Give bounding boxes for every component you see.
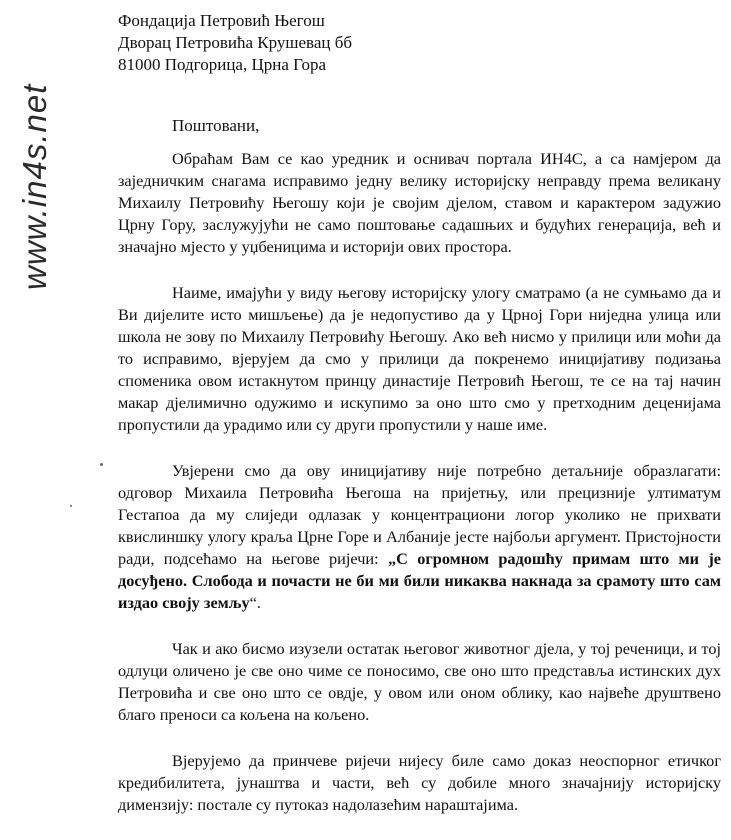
paragraph-3-end: “. <box>249 593 261 612</box>
address-line-3: 81000 Подгорица, Црна Гора <box>118 55 327 74</box>
paragraph-4: Чак и ако бисмо изузели остатак његовог животног дјела, у тој реченици, и тој одлуци оличено је све оно чиме се поносимо, све оно што представља истинских дух Петровића и све оно што се овдје, у овом или оном облику, као највеће друштвено благо преноси са кољена на кољено. <box>118 639 721 724</box>
paragraph-3-quote: „С огромном радошћу примам што ми је досуђено. Слобода и почасти не би ми били никаква накнада за срамоту што сам издао своју земљу <box>118 549 721 612</box>
recipient-address <box>118 10 352 76</box>
letter-body <box>118 148 721 840</box>
paragraph-3-text: Увјерени смо да ову иницијативу није потребно детаљније образлагати: одговор Михаила Петровића Његоша на пријетњу, или прецизније ултиматум Гестапоа да му слиједи одлазак у концентрациони логор уколико не прихвати квислиншку улогу краља Црне Горе и Албаније јесте најбољи аргумент. Пристојности ради, подсећамо на његове ријечи: <box>118 461 721 568</box>
address-line-2: Дворац Петровића Крушевац бб <box>118 33 353 52</box>
scan-speck <box>100 463 103 466</box>
paragraph-1: Обраћам Вам се као уредник и оснивач портала ИН4С, а са намјером да заједничким снагама исправимо једну велику историјску неправду према великану Михаилу Петровићу Његошу који је својим дјелом, ставом и карактером задужио Црну Гору, заслужујући не само поштовање садашњих и будућих генерација, већ и значајно мјесто у уџбеницима и историји ових простора. <box>118 149 721 256</box>
watermark: www.in4s.net <box>16 83 53 290</box>
address-line-1: Фондација Петровић Његош <box>118 11 325 30</box>
paragraph-2: Наиме, имајући у виду његову историјску улогу сматрамо (а не сумњамо да и Ви дијелите исто мишљење) да је недопустиво да у Црној Гори ниједна улица или школа не зову по Михаилу Петровићу Његошу. Ако већ нисмо у прилици или моћи да то исправимо, вјерујем да смо у прилици да покренемо иницијативу подизања споменика овом истакнутом принцу династије Петровић Његош, те се на тај начин макар дјелимично одужимо и искупимо за оно што смо у претходним деценијама пропустили да урадимо или су други пропустили у наше име. <box>118 283 721 434</box>
paragraph-5: Вјерујемо да принчеве ријечи нијесу биле само доказ неоспорног етичког кредибилитета, јунаштва и части, већ су добиле много значајнију историјску димензију: постале су путоказ надолазећим нараштајима. <box>118 751 721 814</box>
paragraph-3 <box>118 460 721 614</box>
salutation: Поштовани, <box>172 116 260 135</box>
scan-speck <box>70 505 72 507</box>
